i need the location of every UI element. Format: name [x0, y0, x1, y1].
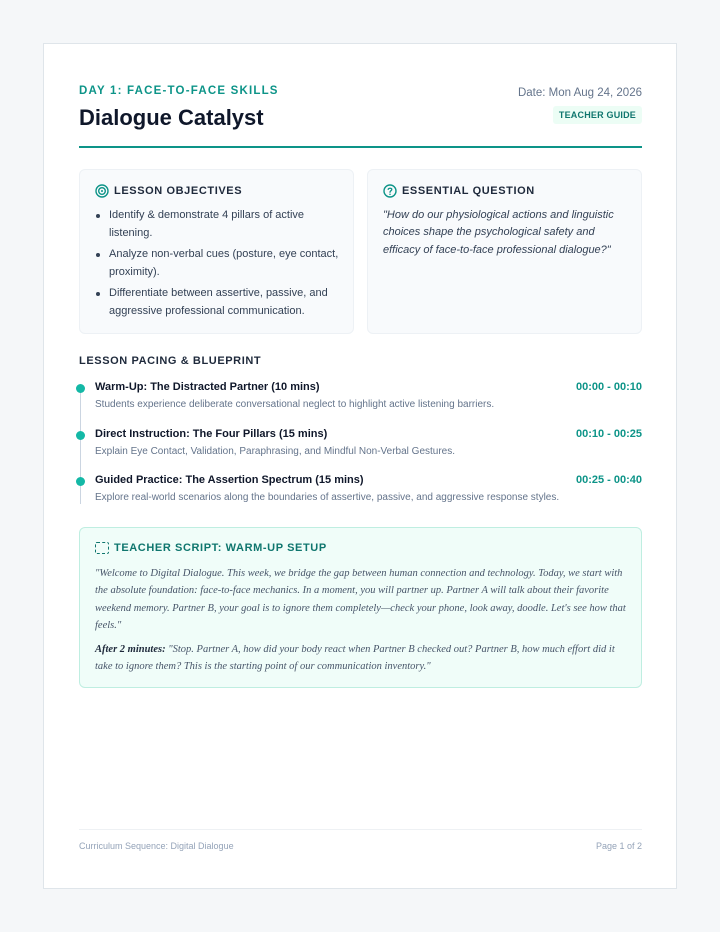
- document-page: [43, 43, 677, 889]
- pacing-heading: LESSON PACING & BLUEPRINT: [79, 355, 262, 367]
- essential-question-text: "How do our physiological actions and linguistic choices shape the psychological safety and efficacy of face-to-face professional dialogue?": [383, 209, 614, 256]
- script-paragraph: "Welcome to Digital Dialogue. This week, we bridge the gap between human connection and technology. Today, we start with the absolute foundation: face-to-face mechanics. In a moment, you will partner up. Partner A will talk about their favorite weekend memory. Partner B, your goal is to ignore them completely—check your phone, look away, doodle. Let's see how that feels.": [95, 568, 626, 631]
- list-item: Identify & demonstrate 4 pillars of active listening.: [95, 207, 340, 242]
- objectives-header: [95, 184, 242, 198]
- timeline-description: Students experience deliberate conversational neglect to highlight active listening barriers.: [95, 399, 495, 410]
- teacher-script-body: [95, 565, 630, 683]
- footer-page-number: Page 1 of 2: [595, 841, 642, 851]
- timeline-time: 00:10 - 00:25: [575, 428, 642, 440]
- day-label: DAY 1: FACE-TO-FACE SKILLS: [79, 85, 279, 97]
- objectives-list: [95, 207, 340, 324]
- timeline-dot: [76, 477, 85, 486]
- list-item: Analyze non-verbal cues (posture, eye contact, proximity).: [95, 246, 340, 281]
- essential-question-header: [383, 184, 535, 198]
- teacher-script-heading: TEACHER SCRIPT: WARM-UP SETUP: [114, 542, 327, 554]
- timeline-dot: [76, 431, 85, 440]
- objectives-card: [79, 169, 354, 334]
- after-label: After 2 minutes:: [95, 644, 166, 656]
- header-divider: [79, 146, 642, 148]
- objectives-heading: LESSON OBJECTIVES: [114, 185, 243, 197]
- page-title: Dialogue Catalyst: [79, 105, 264, 130]
- timeline-description: Explore real-world scenarios along the boundaries of assertive, passive, and aggressive response styles.: [95, 492, 560, 503]
- timeline-line: [80, 387, 81, 504]
- page-content: [79, 44, 642, 888]
- script-followup: "Stop. Partner A, how did your body react when Partner B checked out? Partner B, how much effort did it take to ignore them? This is the starting point of our communication inventory.": [95, 644, 615, 673]
- footer-divider: [79, 829, 642, 830]
- script-paragraph: [95, 641, 630, 676]
- lesson-date: Date: Mon Aug 24, 2026: [517, 87, 642, 99]
- timeline-title: Warm-Up: The Distracted Partner (10 mins): [95, 381, 320, 393]
- timeline-time: 00:00 - 00:10: [575, 381, 642, 393]
- teacher-script-header: [95, 542, 327, 554]
- dashed-box-icon: [95, 542, 109, 554]
- timeline-dot: [76, 384, 85, 393]
- question-circle-icon: [383, 184, 397, 198]
- essential-question-heading: ESSENTIAL QUESTION: [402, 185, 535, 197]
- timeline-time: 00:25 - 00:40: [575, 474, 642, 486]
- essential-question-card: [367, 169, 642, 334]
- teacher-guide-badge: TEACHER GUIDE: [553, 106, 642, 124]
- list-item: Differentiate between assertive, passive, and aggressive professional communication.: [95, 285, 340, 320]
- timeline-title: Direct Instruction: The Four Pillars (15 mins): [95, 428, 328, 440]
- target-icon: [95, 184, 109, 198]
- timeline-title: Guided Practice: The Assertion Spectrum (15 mins): [95, 474, 364, 486]
- teacher-script-box: [79, 527, 642, 688]
- footer-curriculum: Curriculum Sequence: Digital Dialogue: [79, 841, 234, 851]
- timeline-description: Explain Eye Contact, Validation, Paraphrasing, and Mindful Non-Verbal Gestures.: [95, 446, 456, 457]
